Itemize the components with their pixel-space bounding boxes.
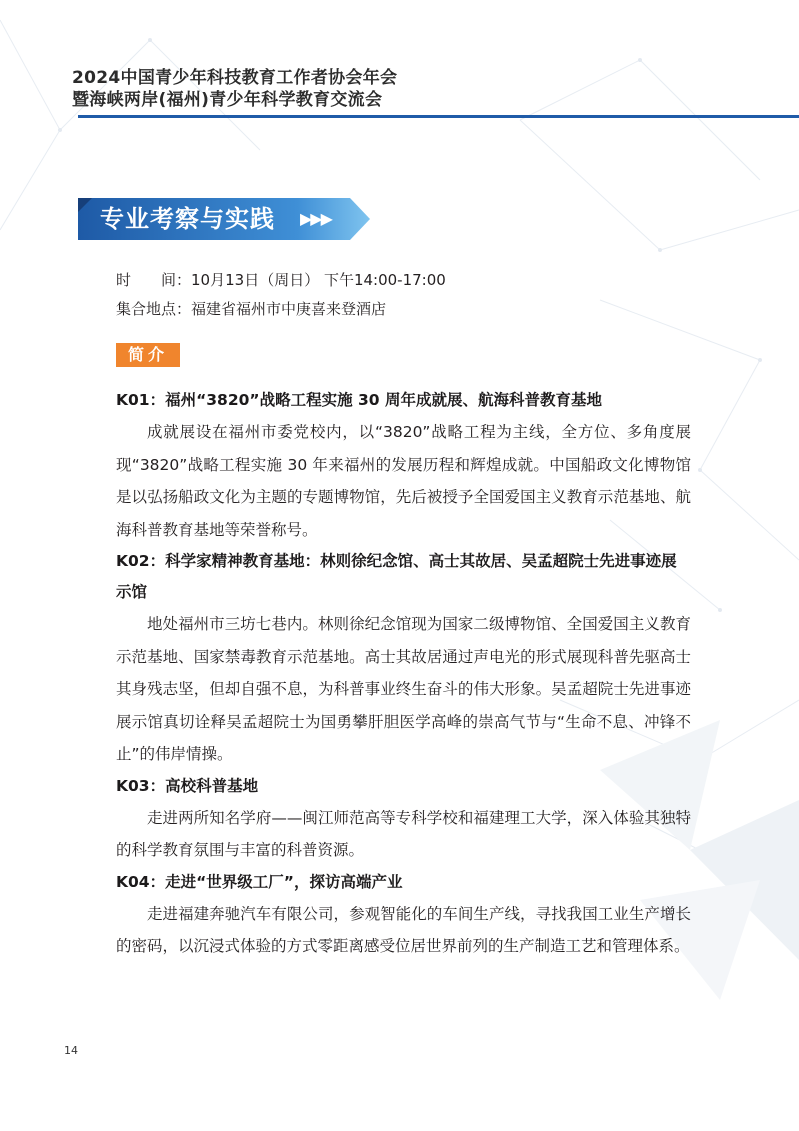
section-k01	[116, 385, 691, 546]
section-text: 成就展设在福州市委党校内，以“3820”战略工程为主线，全方位、多角度展现“3820”战略工程实施 30 年来福州的发展历程和辉煌成就。中国船政文化博物馆是以弘扬船政文化为主题的专题博物馆，先后被授予全国爱国主义教育示范基地、航海科普教育基地等荣誉称号。	[116, 423, 691, 539]
meta-time-row	[116, 270, 446, 290]
section-text: 地处福州市三坊七巷内。林则徐纪念馆现为国家二级博物馆、全国爱国主义教育示范基地、国家禁毒教育示范基地。高士其故居通过声电光的形式展现科普先驱高士其身残志坚，但却自强不息，为科普事业终生奋斗的伟大形象。吴孟超院士先进事迹展示馆真切诠释吴孟超院士为国勇攀肝胆医学高峰的崇高气节与“生命不息、冲锋不止”的伟岸情操。	[116, 615, 691, 763]
section-title: K02：科学家精神教育基地：林则徐纪念馆、高士其故居、吴孟超院士先进事迹展示馆	[116, 552, 677, 601]
section-title: K04：走进“世界级工厂”，探访高端产业	[116, 872, 403, 891]
section-k02	[116, 546, 691, 771]
itinerary-body	[116, 385, 691, 963]
section-text: 走进福建奔驰汽车有限公司，参观智能化的车间生产线，寻找我国工业生产增长的密码，以沉浸式体验的方式零距离感受位居世界前列的生产制造工艺和管理体系。	[116, 904, 691, 955]
section-banner	[78, 198, 370, 240]
section-k03	[116, 771, 691, 867]
intro-tag: 简介	[116, 343, 180, 367]
section-title: K01：福州“3820”战略工程实施 30 周年成就展、航海科普教育基地	[116, 391, 602, 409]
header-divider	[78, 115, 799, 118]
header-title-line1: 2024中国青少年科技教育工作者协会年会	[72, 68, 398, 88]
time-label: 时 间：	[116, 271, 192, 289]
section-text: 走进两所知名学府——闽江师范高等专科学校和福建理工大学，深入体验其独特的科学教育氛围与丰富的科普资源。	[116, 808, 691, 859]
meta-place-row	[116, 299, 386, 319]
header-title-line2: 暨海峡两岸(福州)青少年科学教育交流会	[72, 90, 383, 110]
triple-arrow-icon: ▶▶▶	[300, 209, 331, 228]
event-header	[72, 67, 397, 111]
section-k04	[116, 867, 691, 963]
section-title: K03：高校科普基地	[116, 776, 259, 795]
place-label: 集合地点：	[116, 300, 192, 318]
page-number: 14	[64, 1044, 78, 1057]
place-value: 福建省福州市中庚喜来登酒店	[191, 300, 387, 318]
time-value: 10月13日（周日） 下午14:00-17:00	[191, 271, 446, 289]
banner-title: 专业考察与实践	[100, 205, 275, 233]
